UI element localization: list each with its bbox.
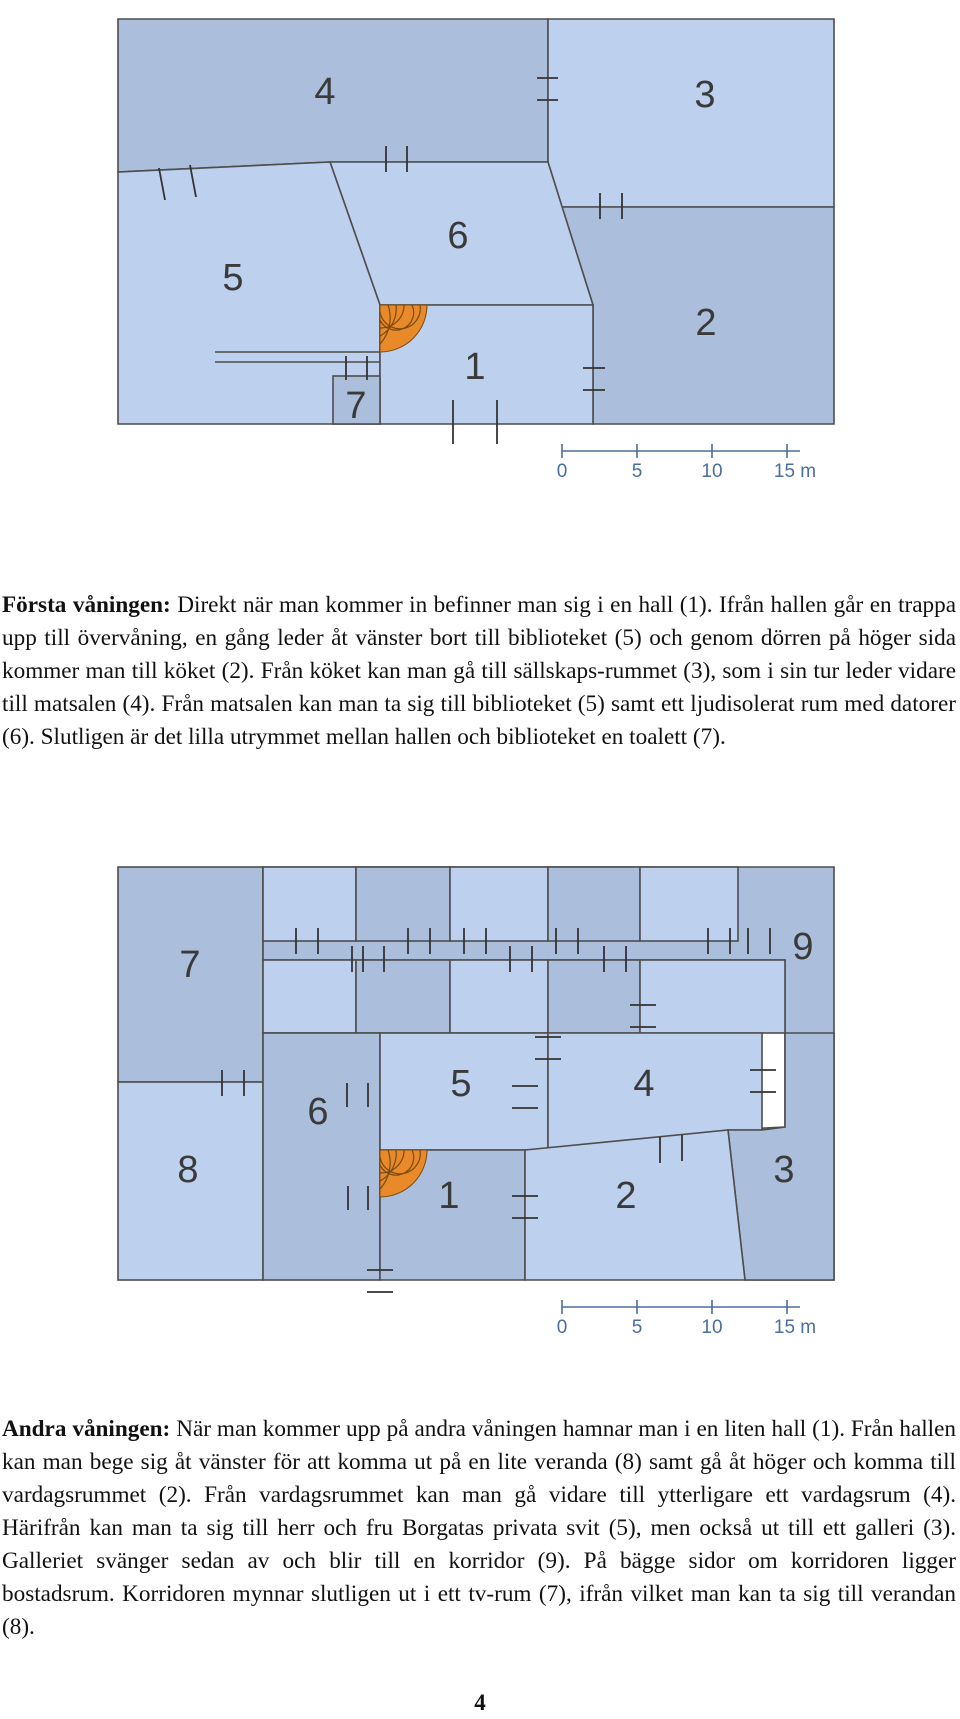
room-number-1: 1 bbox=[464, 346, 486, 388]
scale-label: 15 m bbox=[773, 1317, 817, 1338]
floor1-text: Direkt när man kommer in befinner man sig i en hall (1). Ifrån hallen går en trappa upp till övervåning, en gång leder åt vänster bort till biblioteket (5) och genom dörren på höger sida kommer man till köket (2). Från köket kan man gå till sällskaps-rummet (3), som i sin tur leder vidare till matsalen (4). Från matsalen kan man ta sig till biblioteket (5) samt ett ljudisolerat rum med datorer (6). Slutligen är det lilla utrymmet mellan hallen och biblioteket en toalett (7). bbox=[2, 592, 957, 750]
room-number-4: 4 bbox=[633, 1063, 655, 1105]
room-number-8: 8 bbox=[177, 1149, 199, 1191]
room-number-2: 2 bbox=[615, 1175, 637, 1217]
room-3-area bbox=[548, 19, 834, 207]
top-room-d bbox=[548, 867, 640, 941]
mid-room-a bbox=[263, 960, 356, 1033]
room-number-2: 2 bbox=[695, 302, 717, 344]
floor2-text: När man kommer upp på andra våningen hamnar man i en liten hall (1). Från hallen kan man bege sig åt vänster för att komma ut på en lite veranda (8) samt gå åt höger och komma till vardagsrummet (2). Från vardagsrummet kan man gå vidare till ytterligare ett vardagsrum (4). Härifrån kan man ta sig till herr och fru Borgatas privata svit (5), men också ut till ett galleri (3). Galleriet svänger sedan av och blir till en korridor (9). På bägge sidor om korridoren ligger bostadsrum. Korridoren mynnar slutligen ut i ett tv-rum (7), ifrån vilket man kan ta sig till verandan (8). bbox=[2, 1416, 957, 1640]
floor-plan-2-drawing bbox=[0, 860, 960, 1340]
room-number-5: 5 bbox=[450, 1063, 472, 1105]
room-number-3: 3 bbox=[773, 1149, 795, 1191]
page-number: 4 bbox=[474, 1690, 486, 1715]
scale-bar-2 bbox=[557, 1300, 816, 1338]
room-6-area bbox=[263, 1033, 380, 1280]
floor1-description bbox=[2, 589, 956, 754]
floor1-heading: Första våningen: bbox=[2, 592, 171, 618]
mid-room-e bbox=[640, 960, 785, 1033]
room-number-6: 6 bbox=[307, 1091, 329, 1133]
scale-label: 15 m bbox=[773, 461, 817, 482]
room-number-6: 6 bbox=[447, 215, 469, 257]
scale-label: 10 bbox=[701, 1317, 723, 1338]
scale-label: 10 bbox=[701, 461, 723, 482]
top-room-b bbox=[356, 867, 450, 941]
room-number-9: 9 bbox=[792, 926, 814, 968]
scale-label: 5 bbox=[631, 1317, 643, 1338]
scale-label: 0 bbox=[556, 1317, 568, 1338]
room-number-7: 7 bbox=[345, 385, 367, 427]
room-number-4: 4 bbox=[314, 71, 336, 113]
room-number-5: 5 bbox=[222, 257, 244, 299]
mid-room-b bbox=[356, 960, 450, 1033]
scale-bar-1 bbox=[557, 444, 816, 482]
floor2-heading: Andra våningen: bbox=[2, 1416, 171, 1442]
room-number-7: 7 bbox=[179, 944, 201, 986]
top-room-a bbox=[263, 867, 356, 941]
floor-plan-2 bbox=[0, 860, 960, 1340]
mid-room-c bbox=[450, 960, 548, 1033]
room-number-3: 3 bbox=[694, 74, 716, 116]
scale-label: 5 bbox=[631, 461, 643, 482]
room-number-1: 1 bbox=[438, 1175, 460, 1217]
floor2-description bbox=[2, 1413, 956, 1644]
floor-plan-1-drawing bbox=[0, 0, 960, 500]
floor-plan-1 bbox=[0, 0, 960, 500]
top-room-e bbox=[640, 867, 738, 941]
scale-label: 0 bbox=[556, 461, 568, 482]
